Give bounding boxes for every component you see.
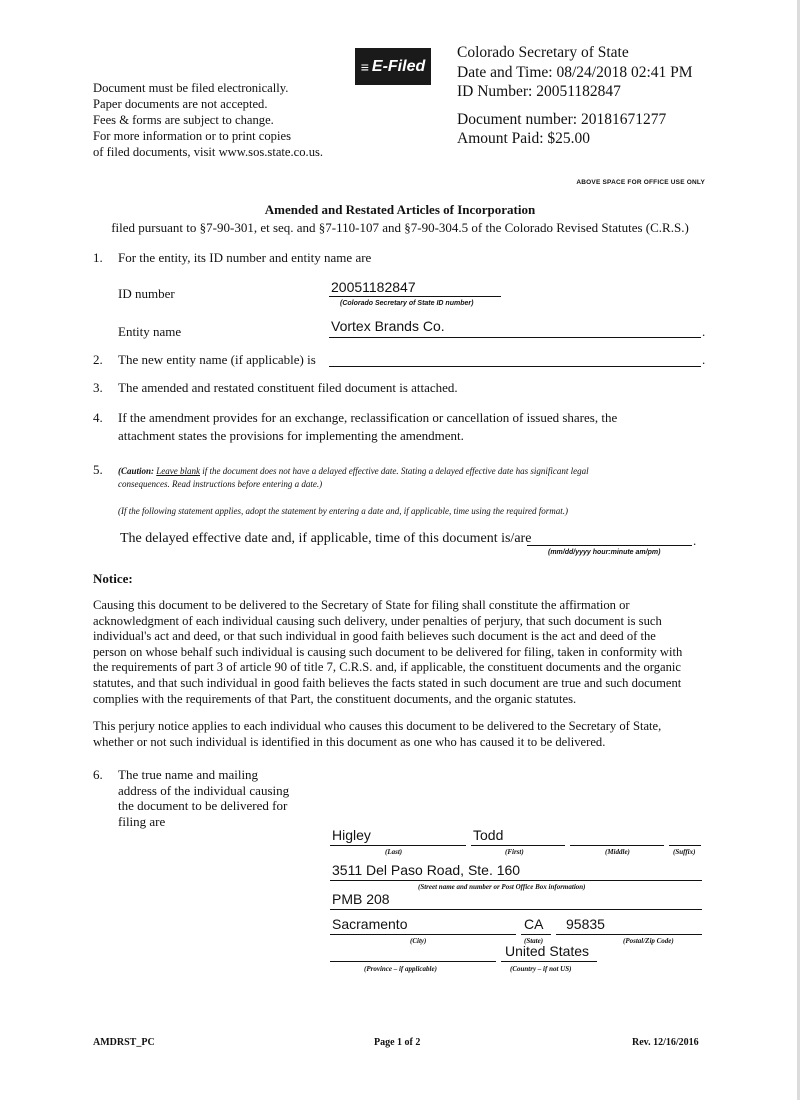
form-subtitle: filed pursuant to §7-90-301, et seq. and §7-110-107 and §7-90-304.5 of the Colorado Revised Statutes (C.R.S.) — [111, 220, 689, 235]
stamp-date-time: Date and Time: 08/24/2018 02:41 PM — [457, 63, 693, 81]
label-suffix: (Suffix) — [673, 848, 696, 856]
label-state: (State) — [524, 937, 544, 945]
period: . — [702, 324, 706, 339]
label-city: (City) — [410, 937, 427, 945]
notice-line: individual's act and deed, or that such individual in good faith believes such document is the act and deed of the — [93, 629, 656, 644]
entity-name-label: Entity name — [118, 324, 182, 339]
office-use-label: ABOVE SPACE FOR OFFICE USE ONLY — [576, 179, 705, 186]
period: . — [693, 533, 697, 548]
entity-name-underline — [329, 337, 701, 338]
notice-line: the requirements of part 3 of article 90 of title 7, C.R.S. and, if applicable, the constituent documents and the organic — [93, 660, 682, 675]
page-number: Page 1 of 2 — [374, 1037, 421, 1048]
label-middle: (Middle) — [605, 848, 630, 856]
e-filed-mark-icon: ≡ — [360, 58, 369, 75]
notice-line: complies with the requirements of that Part, the constituent documents, and the organic statutes. — [93, 691, 577, 706]
filing-stamp — [457, 43, 693, 149]
item5-instruction: (If the following statement applies, adopt the statement by entering a date and, if applicable, time using the required format.) — [118, 506, 569, 516]
zip-underline — [556, 934, 702, 935]
item3-text: The amended and restated constituent filed document is attached. — [118, 380, 458, 395]
delayed-effective-date-field[interactable] — [527, 545, 692, 546]
label-street: (Street name and number or Post Office Box information) — [418, 883, 586, 891]
stamp-office: Colorado Secretary of State — [457, 44, 629, 61]
notice-line: person on whose behalf such individual is causing such document to be delivered for filing, taken in conformity with — [93, 644, 683, 659]
item5-statement: The delayed effective date and, if applicable, time of this document is/are — [120, 531, 532, 546]
stamp-id-number: ID Number: 20051182847 — [457, 83, 621, 100]
id-number-label: ID number — [118, 286, 175, 301]
street-address-line2-underline — [330, 909, 702, 910]
notice-line: whether or not such individual is identified in this document as one who has caused it to be delivered. — [93, 734, 606, 749]
street-address-underline — [330, 880, 702, 881]
suffix-field[interactable] — [669, 845, 701, 846]
item6-line: address of the individual causing — [118, 782, 290, 798]
item2-number: 2. — [93, 352, 103, 367]
item1-text: For the entity, its ID number and entity name are — [118, 250, 372, 265]
entity-name-field[interactable]: Vortex Brands Co. — [331, 318, 445, 334]
e-filed-label: E-Filed — [371, 57, 426, 75]
item4-number: 4. — [93, 410, 103, 425]
leave-blank-text: Leave blank — [156, 466, 200, 476]
notice-line: acknowledgment of each individual causing such delivery, under penalties of perjury, that such document is such — [93, 613, 662, 628]
notice-paragraph-1 — [93, 598, 713, 707]
item3-number: 3. — [93, 380, 103, 395]
label-first: (First) — [505, 848, 524, 856]
item6-number: 6. — [93, 767, 103, 782]
caution-word: (Caution: — [118, 466, 155, 476]
first-name-field[interactable]: Todd — [473, 827, 504, 843]
middle-name-field[interactable] — [570, 845, 664, 846]
label-country: (Country – if not US) — [510, 965, 572, 973]
last-name-underline — [330, 845, 466, 846]
instruction-line: Fees & forms are subject to change. — [93, 113, 274, 127]
street-address-line2-field[interactable]: PMB 208 — [332, 891, 390, 907]
id-number-underline — [329, 296, 501, 297]
notice-heading: Notice: — [93, 571, 133, 586]
instruction-line: Document must be filed electronically. — [93, 81, 289, 95]
id-number-field[interactable]: 20051182847 — [331, 279, 416, 295]
item2-text: The new entity name (if applicable) is — [118, 352, 316, 367]
item6-line: the document to be delivered for — [118, 798, 288, 813]
revision-date: Rev. 12/16/2016 — [632, 1037, 699, 1048]
caution-line2: consequences. Read instructions before entering a date.) — [118, 479, 323, 489]
caution-line1 — [118, 466, 589, 476]
caution-text: if the document does not have a delayed effective date. Stating a delayed effective date has significant legal — [200, 466, 589, 476]
first-name-underline — [471, 845, 565, 846]
city-underline — [330, 934, 516, 935]
item4-line2: attachment states the provisions for implementing the amendment. — [118, 428, 464, 443]
date-format-hint: (mm/dd/yyyy hour:minute am/pm) — [548, 549, 661, 556]
notice-paragraph-2 — [93, 719, 713, 750]
stamp-amount-paid: Amount Paid: $25.00 — [457, 130, 591, 147]
stamp-document-number: Document number: 20181671277 — [457, 110, 667, 128]
notice-line: Causing this document to be delivered to the Secretary of State for filing shall constitute the affirmation or — [93, 598, 630, 612]
instruction-line: Paper documents are not accepted. — [93, 97, 268, 111]
form-code: AMDRST_PC — [93, 1037, 155, 1048]
new-entity-name-field[interactable] — [329, 366, 701, 367]
notice-line: statutes, and that such individual in good faith believes the facts stated in such document are true and such document — [93, 675, 682, 690]
city-field[interactable]: Sacramento — [332, 916, 408, 932]
country-underline — [501, 961, 597, 962]
last-name-field[interactable]: Higley — [332, 827, 371, 843]
instruction-line: of filed documents, visit www.sos.state.co.us. — [93, 145, 324, 159]
state-field[interactable]: CA — [524, 916, 544, 932]
item6-line: The true name and mailing — [118, 767, 259, 782]
province-field[interactable] — [330, 961, 496, 962]
id-number-caption: (Colorado Secretary of State ID number) — [340, 300, 474, 307]
period: . — [702, 352, 706, 367]
item1-number: 1. — [93, 250, 103, 265]
item5-number: 5. — [93, 462, 103, 477]
zip-field[interactable]: 95835 — [566, 916, 605, 932]
e-filed-badge — [355, 48, 431, 85]
item6-text — [118, 767, 289, 829]
item6-line: filing are — [118, 813, 166, 829]
item4-line1: If the amendment provides for an exchange, reclassification or cancellation of issued shares, the — [118, 410, 618, 425]
label-zip: (Postal/Zip Code) — [623, 937, 674, 945]
notice-line: This perjury notice applies to each individual who causes this document to be delivered to the Secretary of State, — [93, 719, 662, 733]
instruction-line: For more information or to print copies — [93, 129, 291, 143]
form-title: Amended and Restated Articles of Incorporation — [264, 202, 536, 217]
street-address-field[interactable]: 3511 Del Paso Road, Ste. 160 — [332, 862, 521, 878]
label-province: (Province – if applicable) — [364, 965, 437, 973]
country-field[interactable]: United States — [505, 943, 590, 959]
state-underline — [521, 934, 551, 935]
label-last: (Last) — [385, 848, 403, 856]
filing-instructions — [93, 80, 393, 160]
